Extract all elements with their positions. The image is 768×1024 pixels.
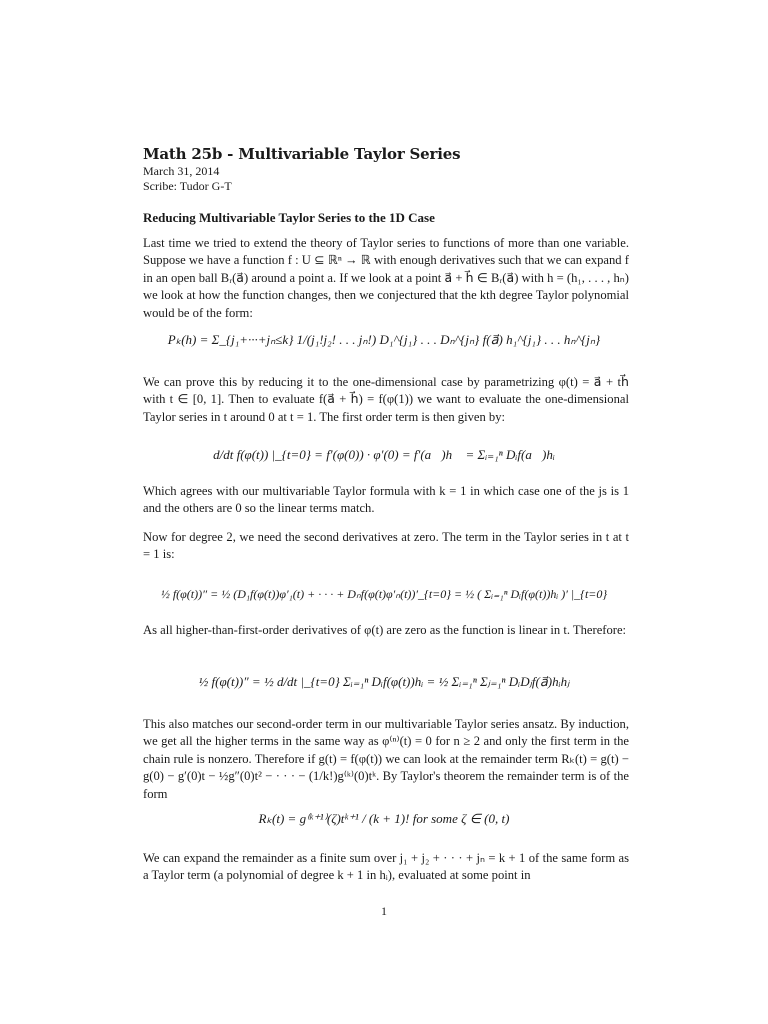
paragraph-degree-two: Now for degree 2, we need the second derivatives at zero. The term in the Taylor series in t at t = 1 is: — [143, 530, 629, 562]
paragraph-induction: This also matches our second-order term in our multivariable Taylor series ansatz. By induction, we get all the higher terms in the same way as φ⁽ⁿ⁾(t) = 0 for n ≥ 2 and only the first term in the chain rule is nonzero. Therefore if g(t) = f(φ(t)) we can look at the remainder term Rₖ(t) = g(t) − g(0) − g′(0)t − ½g″(0)t² − · · · − (1/k!)g⁽ᵏ⁾(0)tᵏ. By Taylor's theorem the remainder term is of the form — [143, 717, 629, 801]
paragraph-linear-phi: As all higher-than-first-order derivatives of φ(t) are zero as the function is linear in t. Therefore: — [143, 623, 627, 637]
paragraph-parametrize: We can prove this by reducing it to the one-dimensional case by parametrizing φ(t) = a⃗ + th⃗ with t ∈ [0, 1]. Then to evaluate f(a⃗ + h⃗) = f(φ(1)) we want to evaluate the one-dimensional Taylor series in t around 0 at t = 1. The first order term is then given by: — [143, 375, 629, 424]
paragraph-intro: Last time we tried to extend the theory of Taylor series to functions of more than one variable. Suppose we have a function f : U ⊆ ℝⁿ → ℝ with enough derivatives such that we can expand f in an open ball Bᵣ(a⃗) around a point a. If we look at a point a⃗ + h⃗ ∈ Bᵣ(a⃗) with h = (h₁, . . . , hₙ) we look at how the function changes, then we conjectured that the kth degree Taylor polynomial would be of the form: — [143, 236, 629, 320]
document-scribe: Scribe: Tudor G-T — [143, 179, 232, 193]
paragraph-linear-match: Which agrees with our multivariable Taylor formula with k = 1 in which case one of the js is 1 and the others are 0 so the linear terms match. — [143, 484, 629, 516]
equation-second-order-b: ½ f(φ(t))″ = ½ d/dt |_{t=0} Σᵢ₌₁ⁿ Dᵢf(φ(t))hᵢ = ½ Σᵢ₌₁ⁿ Σⱼ₌₁ⁿ DᵢDⱼf(a⃗)hᵢhⱼ — [198, 674, 570, 689]
equation-first-order: d/dt f(φ(t)) |_{t=0} = f′(φ(0)) · φ′(0) = f′(a⃗)h⃗ = Σᵢ₌₁ⁿ Dᵢf(a⃗)hᵢ — [213, 447, 555, 462]
page-number: 1 — [381, 904, 387, 918]
document-date: March 31, 2014 — [143, 164, 220, 178]
paragraph-remainder-expansion: We can expand the remainder as a finite sum over j₁ + j₂ + · · · + jₙ = k + 1 of the same form as a Taylor term (a polynomial of degree k + 1 in hᵢ), evaluated at some point in — [143, 851, 629, 883]
equation-remainder: Rₖ(t) = g⁽ᵏ⁺¹⁾(ζ)tᵏ⁺¹ / (k + 1)! for some ζ ∈ (0, t) — [258, 811, 510, 826]
equation-taylor-polynomial: Pₖ(h) = Σ_{j₁+···+jₙ≤k} 1/(j₁!j₂! . . . jₙ!) D₁^{j₁} . . . Dₙ^{jₙ} f(a⃗) h₁^{j₁} . . . hₙ^{jₙ} — [167, 332, 601, 347]
section-heading: Reducing Multivariable Taylor Series to the 1D Case — [143, 210, 435, 225]
document-title: Math 25b - Multivariable Taylor Series — [143, 145, 461, 163]
equation-second-order-a: ½ f(φ(t))″ = ½ (D₁f(φ(t))φ′₁(t) + · · · + Dₙf(φ(t)φ′ₙ(t))′_{t=0} = ½ ( Σᵢ₌₁ⁿ Dᵢf(φ(t))hᵢ )′ |_{t=0} — [160, 587, 608, 601]
